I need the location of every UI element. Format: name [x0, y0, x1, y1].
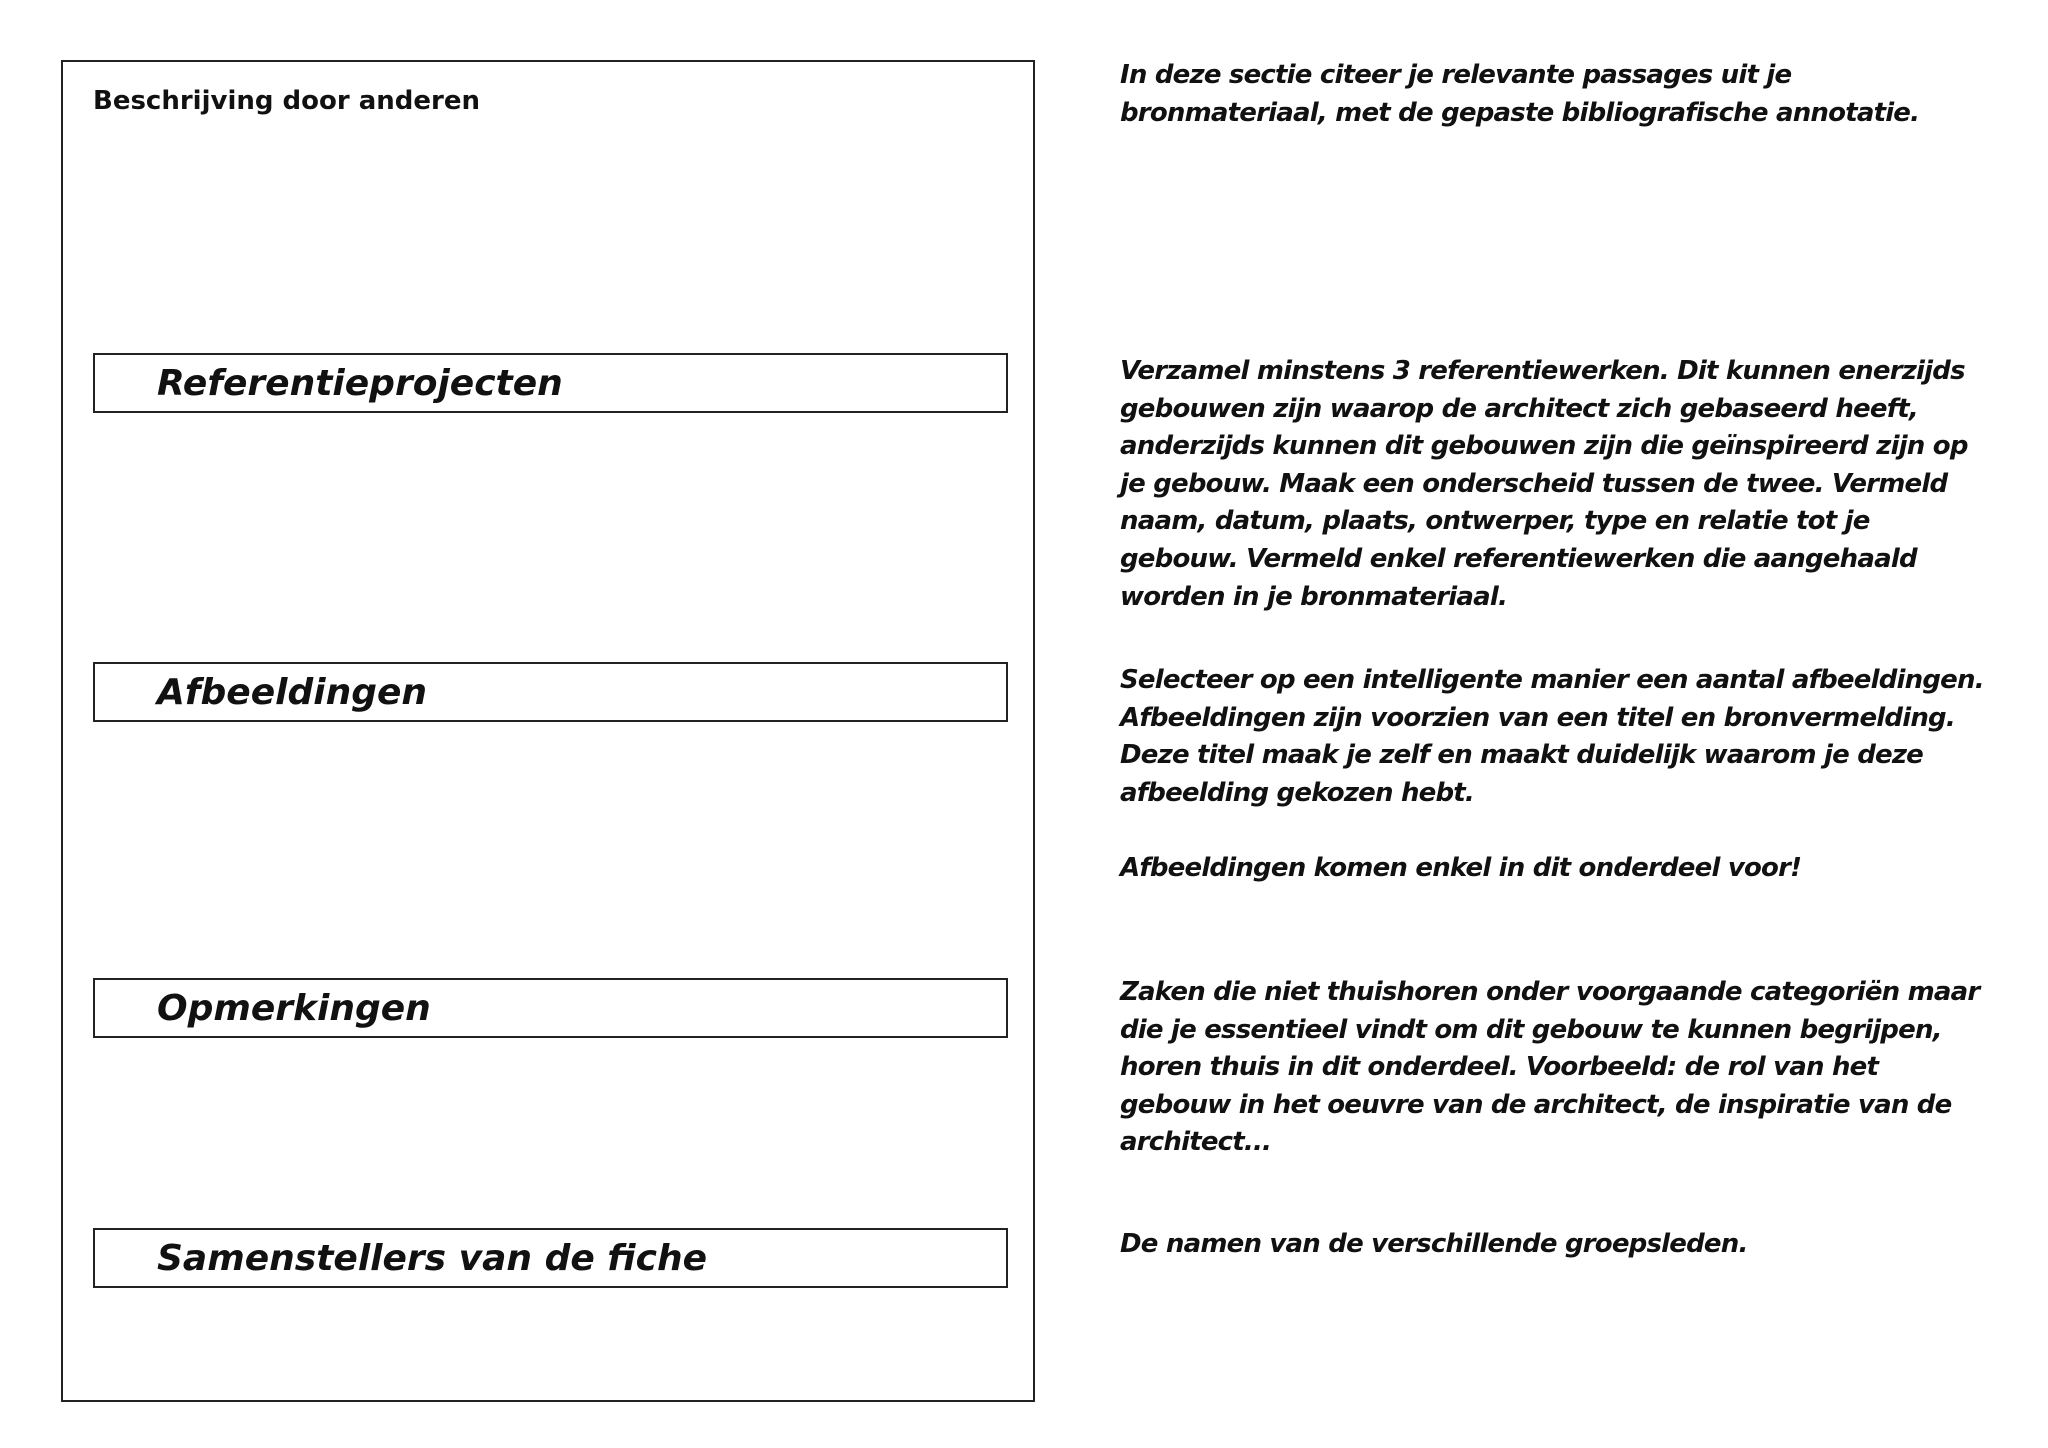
note-line: De namen van de verschillende groepsleden. — [1120, 1229, 1748, 1259]
note-line: gebouw in het oeuvre van de architect, de inspiratie van de — [1120, 1089, 1952, 1120]
note-remarks — [1120, 974, 2000, 1162]
note-authors — [1120, 1226, 2000, 1264]
section-label-opmerkingen: Opmerkingen — [157, 988, 431, 1029]
section-label-samenstellers: Samenstellers van de fiche — [157, 1238, 708, 1279]
section-opmerkingen — [93, 978, 1008, 1038]
section-label-afbeeldingen: Afbeeldingen — [157, 672, 428, 713]
fiche-frame — [61, 60, 1035, 1402]
section-label-referentieprojecten: Referentieprojecten — [157, 363, 563, 404]
note-line: Verzamel minstens 3 referentiewerken. Dit kunnen enerzijds — [1120, 356, 1965, 386]
note-line: afbeelding gekozen hebt. — [1120, 777, 1475, 808]
note-line: horen thuis in dit onderdeel. Voorbeeld: de rol van het — [1120, 1052, 1879, 1083]
note-line: anderzijds kunnen dit gebouwen zijn die geïnspireerd zijn op — [1120, 431, 1968, 462]
note-line: gebouwen zijn waarop de architect zich gebaseerd heeft, — [1120, 393, 1918, 424]
note-references — [1120, 353, 2000, 616]
note-line: Deze titel maak je zelf en maakt duidelijk waarom je deze — [1120, 740, 1924, 771]
note-line: gebouw. Vermeld enkel referentiewerken die aangehaald — [1120, 543, 1917, 574]
section-afbeeldingen — [93, 662, 1008, 722]
note-line: Selecteer op een intelligente manier een aantal afbeeldingen. — [1120, 665, 1984, 695]
section-samenstellers — [93, 1228, 1008, 1288]
note-line: Afbeeldingen komen enkel in dit onderdeel voor! — [1120, 853, 1802, 883]
note-line: Zaken die niet thuishoren onder voorgaande categoriën maar — [1120, 977, 1980, 1007]
note-line: je gebouw. Maak een onderscheid tussen de twee. Vermeld — [1120, 468, 1948, 499]
note-images-only — [1120, 850, 2000, 888]
section-referentieprojecten — [93, 353, 1008, 413]
note-line: worden in je bronmateriaal. — [1120, 581, 1508, 612]
note-line: bronmateriaal, met de gepaste bibliografische annotatie. — [1120, 97, 1920, 128]
note-line: Afbeeldingen zijn voorzien van een titel en bronvermelding. — [1120, 702, 1955, 733]
note-line: In deze sectie citeer je relevante passages uit je — [1120, 60, 1792, 90]
note-images — [1120, 662, 2000, 812]
note-line: die je essentieel vindt om dit gebouw te kunnen begrijpen, — [1120, 1014, 1942, 1045]
frame-title: Beschrijving door anderen — [93, 86, 481, 116]
note-citation — [1120, 57, 2000, 132]
note-line: naam, datum, plaats, ontwerper, type en relatie tot je — [1120, 506, 1870, 537]
note-line: architect... — [1120, 1127, 1272, 1158]
